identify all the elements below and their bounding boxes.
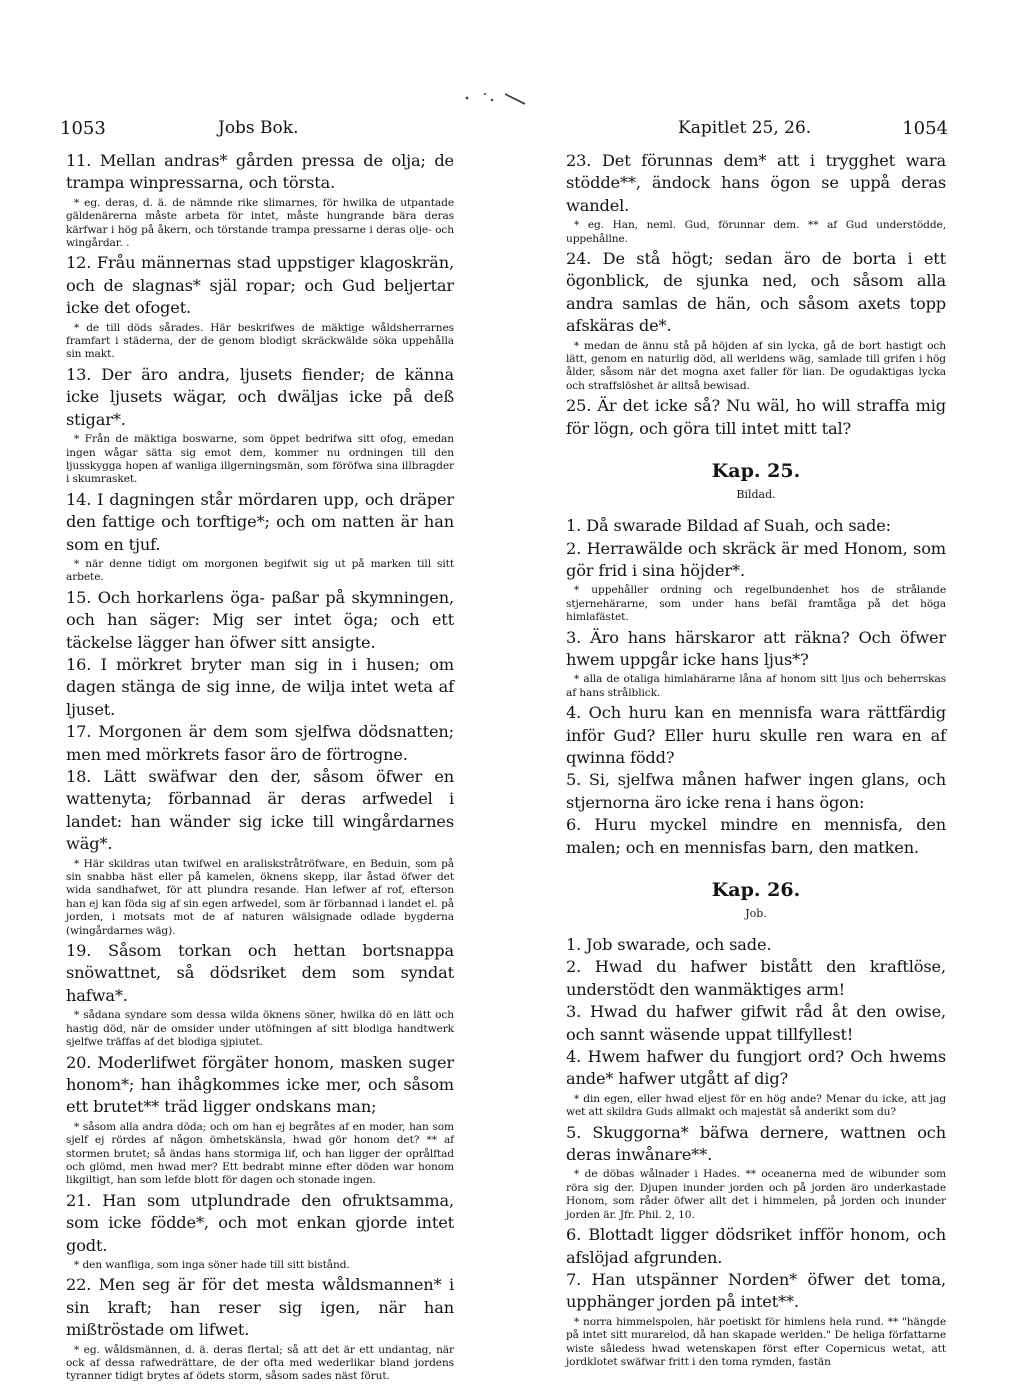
verse-24-18: 18. Lätt swäfwar den der, såsom öfwer en wattenyta; förbannad är deras arfwedel i landet: han wänder sig icke till wingårdarnes wäg*. [66,767,454,854]
verse-25-2: 2. Herrawälde och skräck är med Honom, som gör frid i sina höjder*. [566,538,946,580]
verse-25-1: 1. Då swarade Bildad af Suah, och sade: [566,516,891,536]
verse-26-1: 1. Job swarade, och sade. [566,935,772,954]
footnote-24-18: * Här skildras utan twifwel en araliskstråtröfware, en Beduin, som på sin snabba häst eller på kamelen, öknens skepp, ilar åstad öfwer det wida sandhafwet, för att plundra resande. Han lefwer af rof, efterson han ej kan föda sig af sin egen arfwedel, som är förbannad i landet el. på jorden, i motsats mot de af naturen wälsignade odlade bygderna (wingårdarnes wäg). [66,857,454,937]
footnote-26-4: * din egen, eller hwad eljest för en hög ande? Menar du icke, att jag wet att skildra Guds allmakt och majestät så anderikt som du? [566,1092,946,1119]
right-running-title: Kapitlet 25, 26. [678,118,812,138]
verse-24-20: 20. Moderlifwet förgäter honom, masken suger honom*; han ihågkommes icke mer, och såsom ett brutet** träd ligger ondskans man; [66,1052,454,1117]
verse-25-5: 5. Si, sjelfwa månen hafwer ingen glans, och stjernorna äro icke rena i hans ögon: [566,770,946,812]
left-column [66,150,454,1386]
verse-24-24: 24. De stå högt; sedan äro de borta i ett ögonblick, de sjunka ned, och såsom alla andra samlas de hän, och såsom axets topp afskäras de*. [566,249,946,336]
right-column [566,150,946,1371]
footnote-24-20: * såsom alla andra döda; och om han ej begråtes af en moder, han som sjelf ej rördes af någon ömhetskänsla, hwad gör honom det? ** af stormen brutet; så ändas hans stormiga lif, och han ligger der oprålftad och glömd, men hwad mer? Ett bedrabt minne efter döden war honom likgiltigt, han som lefde blott för dagen och stonade ingen. [66,1120,454,1187]
footnote-24-12: * de till döds sårades. Här beskrifwes de mäktige wåldsherrarnes framfart i städerna, der de genom blodigt skräckwälde söka uppehålla sin makt. [66,321,454,361]
footnote-24-22: * eg. wåldsmännen, d. ä. deras flertal; så att det är ett undantag, när ock af dessa rafwedrättare, de der ofta med wederlikar bland jordens tyranner tidigt brytes af ödets storm, såsom sades näst förut. [66,1343,454,1383]
verse-26-2: 2. Hwad du hafwer bistått den kraftlöse, understödt den wanmäktiges arm! [566,957,946,999]
verse-25-6: 6. Huru myckel mindre en mennisfa, den malen; och en mennisfas barn, den matken. [566,815,946,857]
right-page-number: 1054 [902,118,948,139]
left-page-number: 1053 [60,118,106,139]
verse-24-15: 15. Och horkarlens öga- paßar på skymningen, och han säger: Mig ser intet öga; och ett täckelse lägger han öfwer sitt ansigte. [66,587,454,652]
footnote-26-7: * norra himmelspolen, här poetiskt för himlens hela rund. ** "hängde på intet sitt murarelod, då han skapade werlden." De heliga författarne wiste såledess hwad wetenskapen först efter Copernicus wetat, att jordklotet swäfwar fritt i den toma rymden, fastän [566,1315,946,1368]
verse-24-16: 16. I mörkret bryter man sig in i husen; om dagen stänga de sig inne, de wilja intet weta af ljuset. [66,654,454,719]
verse-26-7: 7. Han utspänner Norden* öfwer det toma, upphänger jorden på intet**. [566,1269,946,1312]
verse-24-23: 23. Det förunnas dem* att i trygghet wara stödde**, ändock hans ögon se uppå deras wandel. [566,151,946,215]
verse-24-13: 13. Der äro andra, ljusets fiender; de känna icke ljusets wägar, och dwäljas icke på deß stigar*. [66,364,454,429]
ink-smudge [455,88,535,108]
verse-26-3: 3. Hwad du hafwer gifwit råd åt den owise, och sannt wäsende uppat tillfyllest! [566,1002,946,1044]
footnote-26-5: * de döbas wålnader i Hades. ** oceanerna med de wibunder som röra sig der. Djupen inunder jorden och på jorden äro underkastade Honom, som råder öfwer allt det i himmelen, på jorden och inunder jorden är. Jfr. Phil. 2, 10. [566,1168,946,1221]
footnote-24-23: * eg. Han, neml. Gud, förunnar dem. ** af Gud understödde, uppehållne. [566,219,946,245]
verse-24-12: 12. Fråu männernas stad uppstiger klagoskrän, och de slagnas* själ ropar; och Gud beljertar icke det ofoget. [66,253,454,318]
footnote-24-21: * den wanfliga, som inga söner hade till sitt bistånd. [74,1258,350,1271]
chapter-25-heading: Kap. 25. [711,460,801,483]
footnote-24-13: * Från de mäktiga boswarne, som öppet bedrifwa sitt ofog, emedan ingen wågar sätta sig emot dem, kommer nu ordningen till den ljusskygga hopen af wanliga illgerningsmän, som föröfwa sina illbragder i skumrasket. [66,433,454,486]
chapter-26-heading: Kap. 26. [711,879,801,901]
verse-24-11: 11. Mellan andras* gården pressa de olja; de trampa winpressarna, och törsta. [66,151,454,193]
footnote-24-19: * sådana syndare som dessa wilda öknens söner, hwilka dö en lätt och hastig död, när de omsider under utöfningen af sitt blodiga handtwerk sjelfwe träffas af det blodiga sjpiutet. [66,1009,454,1049]
footnote-24-11: * eg. deras, d. ä. de nämnde rike slimarnes, för hwilka de utpantade gäldenärerna måste arbeta för intet, måste hungrande bära deras kärfwar i hög på åkern, och törstande trampa pressarne i deras olje- och wingårdar. . [66,196,454,250]
page-header [58,118,948,148]
footnote-24-24: * medan de ännu stå på höjden af sin lycka, gå de bort hastigt och lätt, genom en naturlig död, all werldens wäg, samlade till grifen i hög ålder, såsom när det mogna axet faller för lian. De ogudaktigas lycka och straffslöshet är alltså bewisad. [566,339,946,392]
chapter-25-speaker: Bildad. [736,488,776,502]
verse-24-21: 21. Han som utplundrade den ofruktsamma, som icke födde*, och mot enkan gjorde intet godt. [66,1190,454,1255]
verse-26-5: 5. Skuggorna* bäfwa dernere, wattnen och deras inwånare**. [566,1122,946,1165]
verse-26-4: 4. Hwem hafwer du fungjort ord? Och hwems ande* hafwer utgått af dig? [566,1047,946,1089]
verse-25-4: 4. Och huru kan en mennisfa wara rättfärdig inför Gud? Eller huru skulle ren wara en af qwinna född? [566,703,946,767]
verse-26-6: 6. Blottadt ligger dödsriket infför honom, och afslöjad afgrunden. [566,1225,946,1267]
footnote-24-14: * när denne tidigt om morgonen begifwit sig ut på marken till sitt arbete. [66,557,454,584]
verse-24-17: 17. Morgonen är dem som sjelfwa dödsnatten; men med mörkrets fasor äro de förtrogne. [66,722,454,764]
verse-24-22: 22. Men seg är för det mesta wåldsmannen* i sin kraft; han reser sig igen, när han mißtröstade om lifwet. [66,1275,454,1340]
left-running-title: Jobs Bok. [218,118,299,138]
verse-24-25: 25. Är det icke så? Nu wäl, ho will straffa mig för lögn, och göra till intet mitt tal? [566,396,946,438]
chapter-26-speaker: Job. [745,907,767,920]
footnote-25-2: * uppehåller ordning och regelbundenhet hos de strålande stjernehärarne, som under hans befäl framtåga på det höga himlafästet. [566,584,946,624]
verse-25-3: 3. Äro hans härskaror att räkna? Och öfwer hwem uppgår icke hans ljus*? [566,627,946,669]
verse-24-14: 14. I dagningen står mördaren upp, och dräper den fattige och torftige*; och om natten är han som en tjuf. [66,489,454,554]
footnote-25-3: * alla de otaliga himlahärarne låna af honom sitt ljus och beherrskas af hans strålblick. [566,673,946,699]
verse-24-19: 19. Såsom torkan och hettan bortsnappa snöwattnet, så dödsriket dem som syndat hafwa*. [66,941,454,1005]
